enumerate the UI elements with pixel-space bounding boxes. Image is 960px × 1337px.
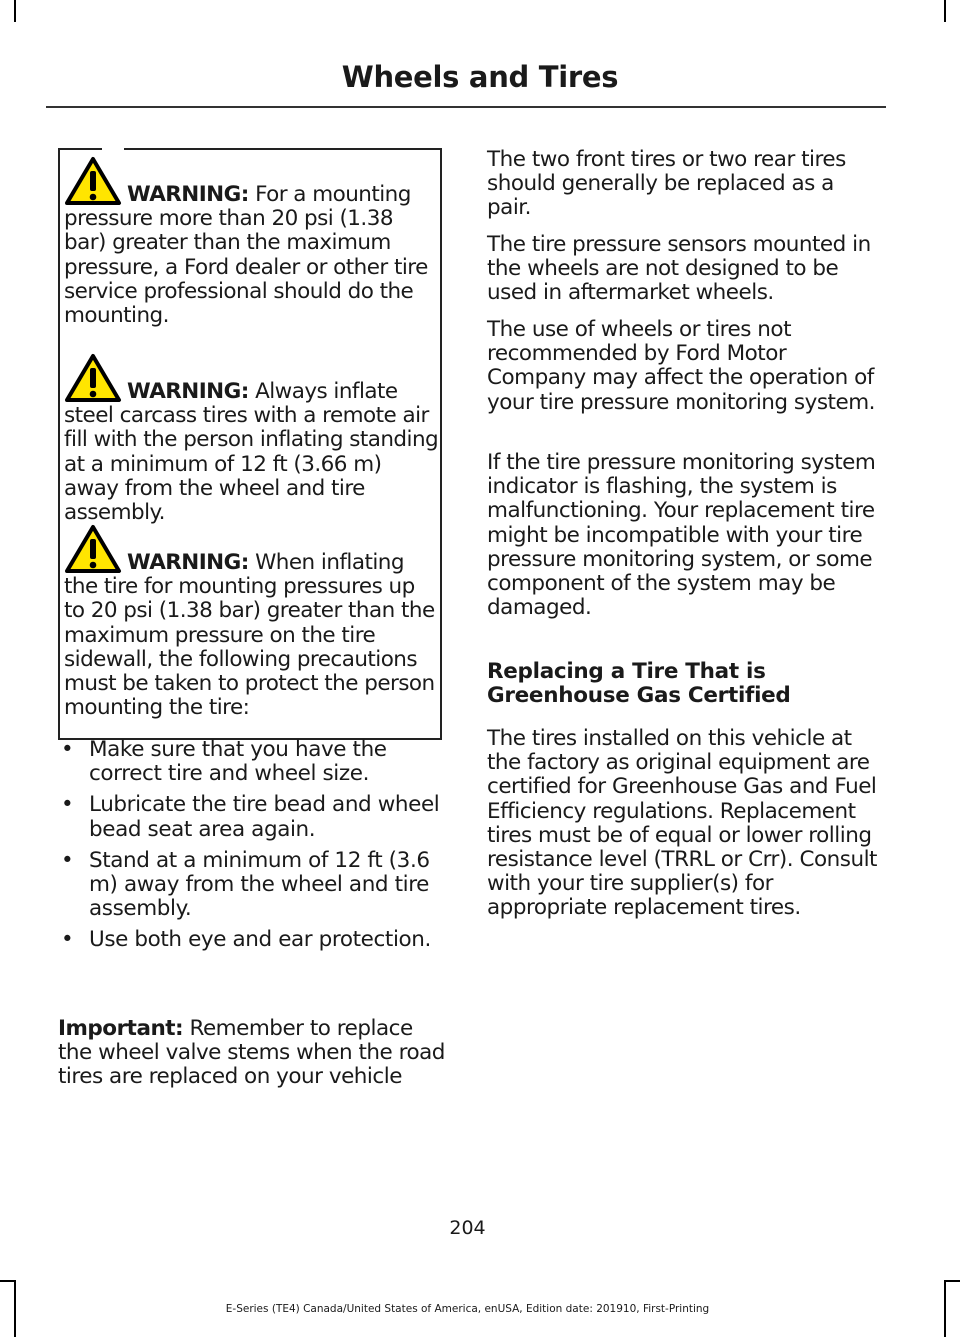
important-note xyxy=(58,1017,450,1090)
crop-mark-top-left xyxy=(14,0,16,22)
paragraph-wheels-not-recommended: The use of wheels or tires not recommended by Ford Motor Company may affect the operation of your tire pressure monitoring system. xyxy=(487,317,875,415)
bullet: • xyxy=(61,927,74,953)
bullet: • xyxy=(61,847,74,873)
warning-mounting-pressure xyxy=(64,183,440,328)
page-title: Wheels and Tires xyxy=(341,60,619,94)
warning-text: the tire for mounting pressures up to 20 psi (1.38 bar) greater than the maximum pressure on the tire sidewall, the following precautions must be taken to protect the person mounting the tire: xyxy=(64,574,435,721)
warning-inflating-tire xyxy=(64,551,440,720)
crop-mark-bottom-left-h xyxy=(0,1280,16,1282)
section-heading-greenhouse: Replacing a Tire That is Greenhouse Gas Certified xyxy=(487,659,791,709)
paragraph-indicator-flashing: If the tire pressure monitoring system indicator is flashing, the system is malfunctioning. Your replacement tire might be incompatible with your tire pressure monitoring system, or some component of the system may be damaged. xyxy=(487,450,876,621)
crop-mark-bottom-right xyxy=(944,1280,946,1337)
precaution-list xyxy=(58,738,442,960)
list-item xyxy=(58,928,442,952)
warning-text: pressure more than 20 psi (1.38 bar) greater than the maximum pressure, a Ford dealer or other tire service professional should do the mounting. xyxy=(64,206,428,329)
list-item-text: Use both eye and ear protection. xyxy=(89,927,431,953)
crop-mark-bottom-right-h xyxy=(944,1280,960,1282)
list-item-text: Lubricate the tire bead and wheel bead seat area again. xyxy=(89,792,440,842)
paragraph-greenhouse-certified: The tires installed on this vehicle at the factory as original equipment are certified for Greenhouse Gas and Fuel Efficiency regulations. Replacement tires must be of equal or lower rolling resistance level (TRRL or Crr). Consult with your tire supplier(s) for appropriate replacement tires. xyxy=(487,726,877,921)
list-item xyxy=(58,738,442,786)
paragraph-replace-pair: The two front tires or two rear tires should generally be replaced as a pair. xyxy=(487,147,846,221)
list-item xyxy=(58,793,442,841)
warning-label: WARNING: xyxy=(127,182,249,207)
list-item-text: Stand at a minimum of 12 ft (3.6 m) away from the wheel and tire assembly. xyxy=(89,847,430,922)
warning-steel-carcass xyxy=(64,380,440,525)
header-divider xyxy=(46,106,886,108)
crop-mark-top-right xyxy=(944,0,946,22)
warning-text-line1: For a mounting xyxy=(255,182,411,207)
warning-triangle-icon xyxy=(64,156,122,206)
warning-text-line1: When inflating xyxy=(255,550,404,575)
paragraph-sensors: The tire pressure sensors mounted in the wheels are not designed to be used in aftermarket wheels. xyxy=(487,232,871,306)
important-text: Remember to replace the wheel valve stems when the road tires are replaced on your vehicle xyxy=(58,1016,445,1090)
warning-label: WARNING: xyxy=(127,379,249,404)
important-label: Important: xyxy=(58,1016,184,1041)
warning-text-line1: Always inflate xyxy=(255,379,398,404)
list-item-text: Make sure that you have the correct tire and wheel size. xyxy=(89,737,387,787)
list-item xyxy=(58,849,442,922)
bullet: • xyxy=(61,792,74,818)
footer-edition-info: E-Series (TE4) Canada/United States of America, enUSA, Edition date: 201910, First-Printing xyxy=(225,1303,710,1315)
bullet: • xyxy=(61,737,74,762)
page-number: 204 xyxy=(449,1217,486,1239)
warning-label: WARNING: xyxy=(127,550,249,575)
warning-triangle-icon xyxy=(64,353,122,403)
warning-triangle-icon xyxy=(64,524,122,574)
warning-text: steel carcass tires with a remote air fill with the person inflating standing at a minimum of 12 ft (3.66 m) away from the wheel and tire assembly. xyxy=(64,403,439,526)
